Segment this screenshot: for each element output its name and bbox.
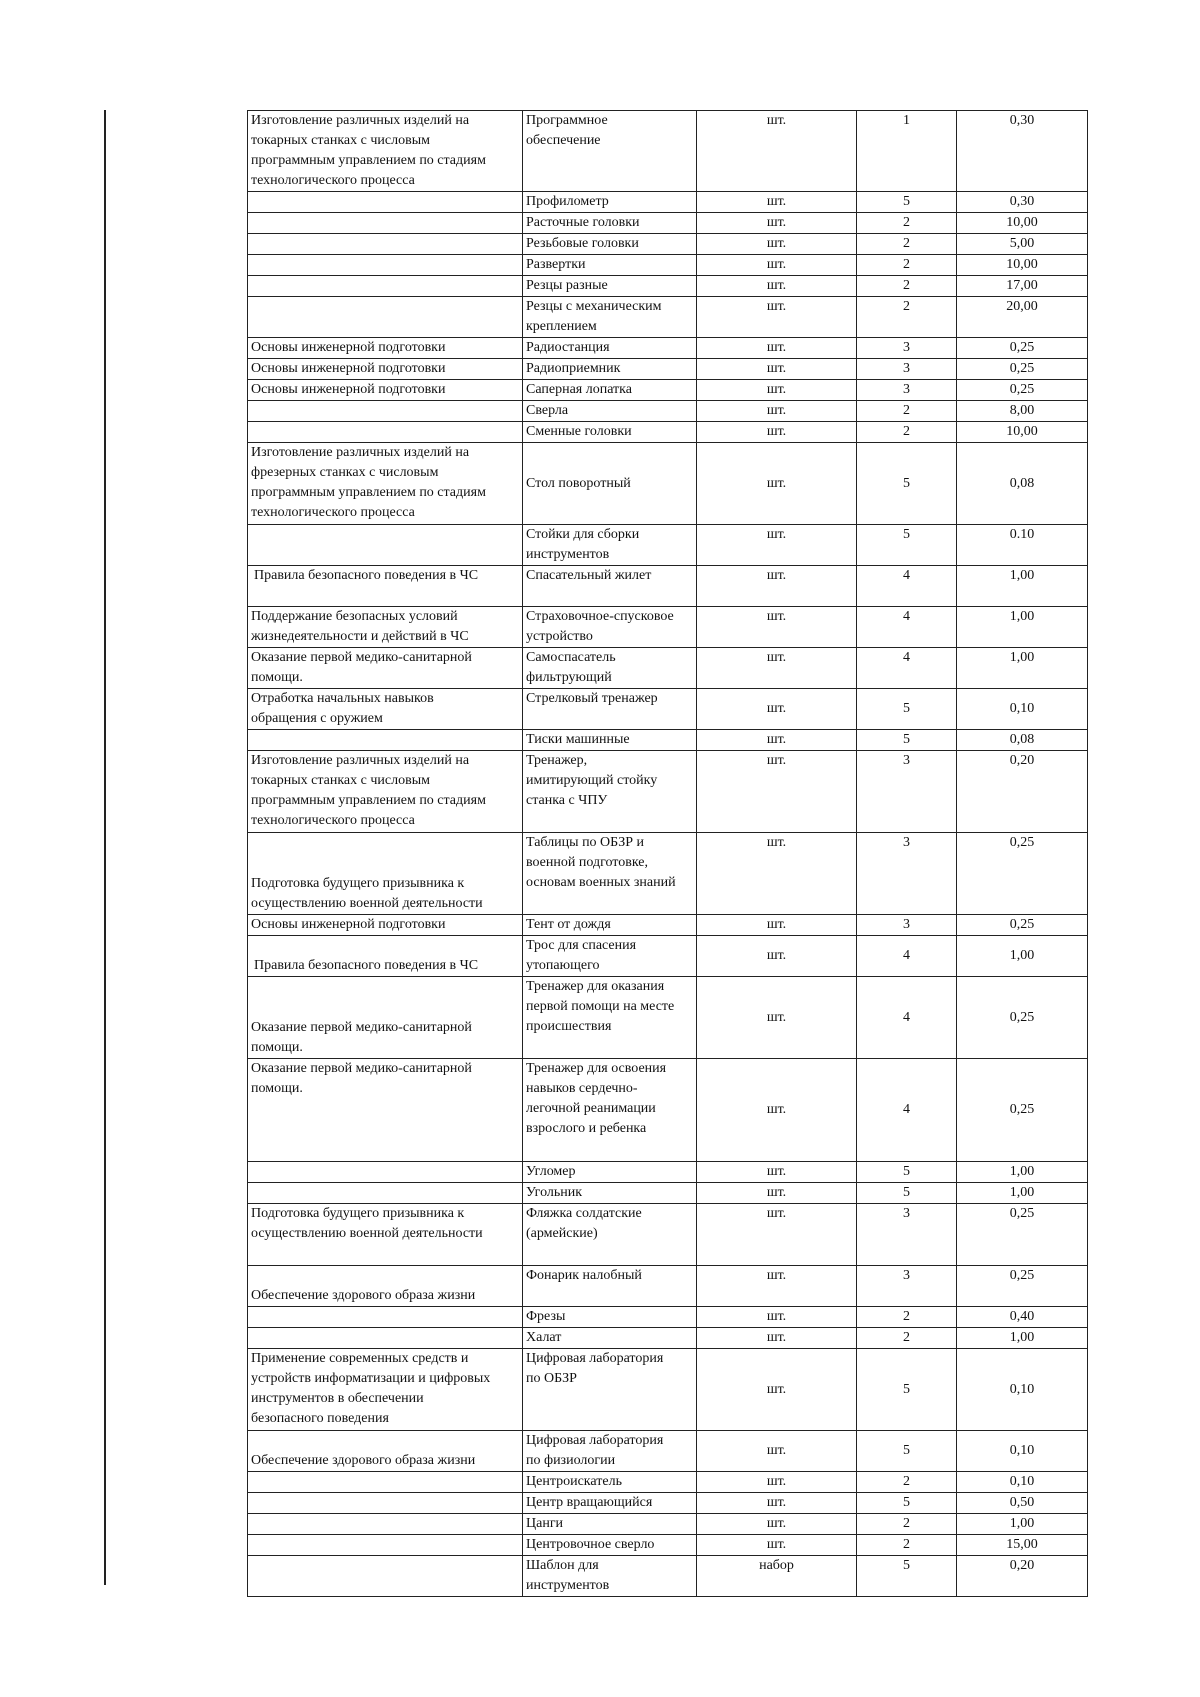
item-name-cell: Центровочное сверло: [523, 1535, 697, 1556]
quantity-cell: 2: [857, 255, 957, 276]
unit-cell: шт.: [697, 1162, 857, 1183]
section-cell: [248, 255, 523, 276]
table-row: [248, 1204, 1088, 1266]
item-name-cell: Шаблон для инструментов: [523, 1556, 697, 1597]
coefficient-cell: 10,00: [957, 255, 1088, 276]
coefficient-cell: 0,25: [957, 1059, 1088, 1162]
table-row: [248, 1556, 1088, 1597]
item-name-cell: Программное обеспечение: [523, 111, 697, 192]
quantity-cell: 2: [857, 297, 957, 338]
section-cell: [248, 525, 523, 566]
table-row: [248, 380, 1088, 401]
quantity-cell: 4: [857, 1059, 957, 1162]
coefficient-cell: 0,25: [957, 380, 1088, 401]
coefficient-cell: 0,25: [957, 833, 1088, 915]
quantity-cell: 2: [857, 213, 957, 234]
unit-cell: шт.: [697, 1535, 857, 1556]
quantity-cell: 5: [857, 192, 957, 213]
quantity-cell: 5: [857, 443, 957, 525]
section-cell: Обеспечение здорового образа жизни: [248, 1266, 523, 1307]
item-name-cell: Цифровая лаборатория по ОБЗР: [523, 1349, 697, 1431]
section-cell: [248, 213, 523, 234]
table-row: [248, 1514, 1088, 1535]
equipment-table: [247, 110, 1088, 1597]
unit-cell: шт.: [697, 1266, 857, 1307]
coefficient-cell: 8,00: [957, 401, 1088, 422]
item-name-cell: Фонарик налобный: [523, 1266, 697, 1307]
item-name-cell: Резьбовые головки: [523, 234, 697, 255]
item-name-cell: Развертки: [523, 255, 697, 276]
table-row: [248, 1349, 1088, 1431]
unit-cell: шт.: [697, 566, 857, 607]
item-name-cell: Сменные головки: [523, 422, 697, 443]
section-cell: [248, 1328, 523, 1349]
table-body: [248, 111, 1088, 1597]
coefficient-cell: 0,30: [957, 192, 1088, 213]
unit-cell: шт.: [697, 1431, 857, 1472]
quantity-cell: 2: [857, 1472, 957, 1493]
table-row: [248, 276, 1088, 297]
coefficient-cell: 0.10: [957, 525, 1088, 566]
section-cell: [248, 1514, 523, 1535]
coefficient-cell: 0,20: [957, 751, 1088, 833]
coefficient-cell: 0,08: [957, 730, 1088, 751]
quantity-cell: 1: [857, 111, 957, 192]
quantity-cell: 5: [857, 1493, 957, 1514]
section-cell: Подготовка будущего призывника к осуществлению военной деятельности: [248, 1204, 523, 1266]
table-row: [248, 1307, 1088, 1328]
table-row: [248, 525, 1088, 566]
unit-cell: шт.: [697, 1349, 857, 1431]
table-row: [248, 1431, 1088, 1472]
coefficient-cell: 0,25: [957, 1204, 1088, 1266]
section-cell: Оказание первой медико-санитарной помощи.: [248, 977, 523, 1059]
item-name-cell: Сверла: [523, 401, 697, 422]
section-cell: [248, 1472, 523, 1493]
coefficient-cell: 1,00: [957, 936, 1088, 977]
quantity-cell: 2: [857, 1535, 957, 1556]
section-cell: Изготовление различных изделий на фрезерных станках с числовым программным управлением по стадиям технологического процесса: [248, 443, 523, 525]
table-row: [248, 401, 1088, 422]
unit-cell: шт.: [697, 255, 857, 276]
unit-cell: шт.: [697, 192, 857, 213]
unit-cell: шт.: [697, 607, 857, 648]
section-cell: [248, 1183, 523, 1204]
section-cell: [248, 1535, 523, 1556]
table-row: [248, 833, 1088, 915]
table-row: [248, 1059, 1088, 1162]
unit-cell: шт.: [697, 234, 857, 255]
quantity-cell: 4: [857, 648, 957, 689]
section-cell: Основы инженерной подготовки: [248, 915, 523, 936]
unit-cell: шт.: [697, 915, 857, 936]
item-name-cell: Радиоприемник: [523, 359, 697, 380]
table-row: [248, 689, 1088, 730]
table-row: [248, 1493, 1088, 1514]
coefficient-cell: 1,00: [957, 1183, 1088, 1204]
unit-cell: набор: [697, 1556, 857, 1597]
table-row: [248, 111, 1088, 192]
section-cell: Оказание первой медико-санитарной помощи.: [248, 1059, 523, 1162]
coefficient-cell: 0,50: [957, 1493, 1088, 1514]
coefficient-cell: 10,00: [957, 213, 1088, 234]
item-name-cell: Цанги: [523, 1514, 697, 1535]
item-name-cell: Спасательный жилет: [523, 566, 697, 607]
section-cell: Основы инженерной подготовки: [248, 338, 523, 359]
unit-cell: шт.: [697, 1472, 857, 1493]
quantity-cell: 2: [857, 401, 957, 422]
unit-cell: шт.: [697, 422, 857, 443]
coefficient-cell: 0,25: [957, 915, 1088, 936]
section-cell: [248, 234, 523, 255]
coefficient-cell: 0,10: [957, 1349, 1088, 1431]
quantity-cell: 3: [857, 380, 957, 401]
coefficient-cell: 0,08: [957, 443, 1088, 525]
unit-cell: шт.: [697, 1183, 857, 1204]
item-name-cell: Цифровая лаборатория по физиологии: [523, 1431, 697, 1472]
section-cell: [248, 730, 523, 751]
coefficient-cell: 0,10: [957, 1431, 1088, 1472]
unit-cell: шт.: [697, 689, 857, 730]
section-cell: [248, 276, 523, 297]
section-cell: Изготовление различных изделий на токарных станках с числовым программным управлением по стадиям технологического процесса: [248, 111, 523, 192]
section-cell: [248, 1556, 523, 1597]
section-cell: Обеспечение здорового образа жизни: [248, 1431, 523, 1472]
table-row: [248, 566, 1088, 607]
section-cell: [248, 192, 523, 213]
item-name-cell: Стрелковый тренажер: [523, 689, 697, 730]
unit-cell: шт.: [697, 276, 857, 297]
coefficient-cell: 10,00: [957, 422, 1088, 443]
item-name-cell: Угольник: [523, 1183, 697, 1204]
table-row: [248, 607, 1088, 648]
section-cell: Основы инженерной подготовки: [248, 380, 523, 401]
quantity-cell: 4: [857, 936, 957, 977]
margin-line: [104, 110, 106, 1585]
quantity-cell: 2: [857, 276, 957, 297]
table-row: [248, 1535, 1088, 1556]
quantity-cell: 4: [857, 566, 957, 607]
quantity-cell: 2: [857, 422, 957, 443]
unit-cell: шт.: [697, 833, 857, 915]
unit-cell: шт.: [697, 648, 857, 689]
unit-cell: шт.: [697, 751, 857, 833]
section-cell: Поддержание безопасных условий жизнедеятельности и действий в ЧС: [248, 607, 523, 648]
table-row: [248, 751, 1088, 833]
section-cell: Основы инженерной подготовки: [248, 359, 523, 380]
item-name-cell: Стойки для сборки инструментов: [523, 525, 697, 566]
unit-cell: шт.: [697, 1059, 857, 1162]
table-row: [248, 730, 1088, 751]
item-name-cell: Центроискатель: [523, 1472, 697, 1493]
item-name-cell: Халат: [523, 1328, 697, 1349]
quantity-cell: 5: [857, 1349, 957, 1431]
quantity-cell: 5: [857, 1556, 957, 1597]
section-cell: [248, 297, 523, 338]
item-name-cell: Фрезы: [523, 1307, 697, 1328]
coefficient-cell: 1,00: [957, 648, 1088, 689]
unit-cell: шт.: [697, 380, 857, 401]
item-name-cell: Таблицы по ОБЗР и военной подготовке, основам военных знаний: [523, 833, 697, 915]
item-name-cell: Резцы с механическим креплением: [523, 297, 697, 338]
unit-cell: шт.: [697, 1307, 857, 1328]
quantity-cell: 5: [857, 525, 957, 566]
quantity-cell: 2: [857, 1328, 957, 1349]
unit-cell: шт.: [697, 525, 857, 566]
unit-cell: шт.: [697, 359, 857, 380]
unit-cell: шт.: [697, 1514, 857, 1535]
table-row: [248, 915, 1088, 936]
item-name-cell: Резцы разные: [523, 276, 697, 297]
coefficient-cell: 1,00: [957, 1514, 1088, 1535]
quantity-cell: 2: [857, 1307, 957, 1328]
coefficient-cell: 15,00: [957, 1535, 1088, 1556]
section-cell: Правила безопасного поведения в ЧС: [248, 566, 523, 607]
unit-cell: шт.: [697, 1493, 857, 1514]
item-name-cell: Тренажер для освоения навыков сердечно- легочной реанимации взрослого и ребенка: [523, 1059, 697, 1162]
table-row: [248, 1328, 1088, 1349]
table-row: [248, 192, 1088, 213]
quantity-cell: 3: [857, 833, 957, 915]
quantity-cell: 5: [857, 1183, 957, 1204]
table-row: [248, 422, 1088, 443]
section-cell: [248, 1493, 523, 1514]
table-row: [248, 1266, 1088, 1307]
table-row: [248, 234, 1088, 255]
unit-cell: шт.: [697, 1204, 857, 1266]
section-cell: Отработка начальных навыков обращения с оружием: [248, 689, 523, 730]
item-name-cell: Радиостанция: [523, 338, 697, 359]
quantity-cell: 4: [857, 607, 957, 648]
table-row: [248, 936, 1088, 977]
quantity-cell: 2: [857, 1514, 957, 1535]
unit-cell: шт.: [697, 977, 857, 1059]
table-row: [248, 297, 1088, 338]
table-row: [248, 255, 1088, 276]
item-name-cell: Саперная лопатка: [523, 380, 697, 401]
section-cell: [248, 1162, 523, 1183]
table-row: [248, 1183, 1088, 1204]
unit-cell: шт.: [697, 730, 857, 751]
item-name-cell: Тренажер, имитирующий стойку станка с ЧПУ: [523, 751, 697, 833]
section-cell: Подготовка будущего призывника к осуществлению военной деятельности: [248, 833, 523, 915]
section-cell: [248, 401, 523, 422]
section-cell: Правила безопасного поведения в ЧС: [248, 936, 523, 977]
unit-cell: шт.: [697, 213, 857, 234]
coefficient-cell: 1,00: [957, 1328, 1088, 1349]
table-row: [248, 1162, 1088, 1183]
coefficient-cell: 20,00: [957, 297, 1088, 338]
coefficient-cell: 0,25: [957, 1266, 1088, 1307]
quantity-cell: 2: [857, 234, 957, 255]
section-cell: Изготовление различных изделий на токарных станках с числовым программным управлением по стадиям технологического процесса: [248, 751, 523, 833]
quantity-cell: 3: [857, 359, 957, 380]
coefficient-cell: 0,10: [957, 1472, 1088, 1493]
item-name-cell: Трос для спасения утопающего: [523, 936, 697, 977]
quantity-cell: 5: [857, 1162, 957, 1183]
table-row: [248, 213, 1088, 234]
quantity-cell: 3: [857, 1266, 957, 1307]
quantity-cell: 3: [857, 338, 957, 359]
quantity-cell: 5: [857, 1431, 957, 1472]
coefficient-cell: 1,00: [957, 607, 1088, 648]
item-name-cell: Тренажер для оказания первой помощи на месте происшествия: [523, 977, 697, 1059]
quantity-cell: 3: [857, 751, 957, 833]
unit-cell: шт.: [697, 443, 857, 525]
unit-cell: шт.: [697, 401, 857, 422]
table-row: [248, 1472, 1088, 1493]
section-cell: [248, 422, 523, 443]
quantity-cell: 4: [857, 977, 957, 1059]
coefficient-cell: 0,30: [957, 111, 1088, 192]
unit-cell: шт.: [697, 338, 857, 359]
table-row: [248, 977, 1088, 1059]
item-name-cell: Страховочное-спусковое устройство: [523, 607, 697, 648]
unit-cell: шт.: [697, 111, 857, 192]
coefficient-cell: 1,00: [957, 566, 1088, 607]
coefficient-cell: 5,00: [957, 234, 1088, 255]
section-cell: [248, 1307, 523, 1328]
coefficient-cell: 0,25: [957, 977, 1088, 1059]
table-row: [248, 648, 1088, 689]
section-cell: Оказание первой медико-санитарной помощи.: [248, 648, 523, 689]
coefficient-cell: 0,40: [957, 1307, 1088, 1328]
section-cell: Применение современных средств и устройств информатизации и цифровых инструментов в обеспечении безопасного поведения: [248, 1349, 523, 1431]
item-name-cell: Центр вращающийся: [523, 1493, 697, 1514]
item-name-cell: Самоспасатель фильтрующий: [523, 648, 697, 689]
coefficient-cell: 0,20: [957, 1556, 1088, 1597]
table-row: [248, 443, 1088, 525]
coefficient-cell: 0,10: [957, 689, 1088, 730]
item-name-cell: Тент от дождя: [523, 915, 697, 936]
item-name-cell: Тиски машинные: [523, 730, 697, 751]
item-name-cell: Профилометр: [523, 192, 697, 213]
item-name-cell: Стол поворотный: [523, 443, 697, 525]
unit-cell: шт.: [697, 297, 857, 338]
item-name-cell: Фляжка солдатские (армейские): [523, 1204, 697, 1266]
unit-cell: шт.: [697, 1328, 857, 1349]
coefficient-cell: 17,00: [957, 276, 1088, 297]
table-row: [248, 359, 1088, 380]
coefficient-cell: 0,25: [957, 359, 1088, 380]
table-row: [248, 338, 1088, 359]
coefficient-cell: 0,25: [957, 338, 1088, 359]
quantity-cell: 3: [857, 1204, 957, 1266]
item-name-cell: Расточные головки: [523, 213, 697, 234]
quantity-cell: 5: [857, 689, 957, 730]
item-name-cell: Угломер: [523, 1162, 697, 1183]
quantity-cell: 3: [857, 915, 957, 936]
unit-cell: шт.: [697, 936, 857, 977]
coefficient-cell: 1,00: [957, 1162, 1088, 1183]
quantity-cell: 5: [857, 730, 957, 751]
